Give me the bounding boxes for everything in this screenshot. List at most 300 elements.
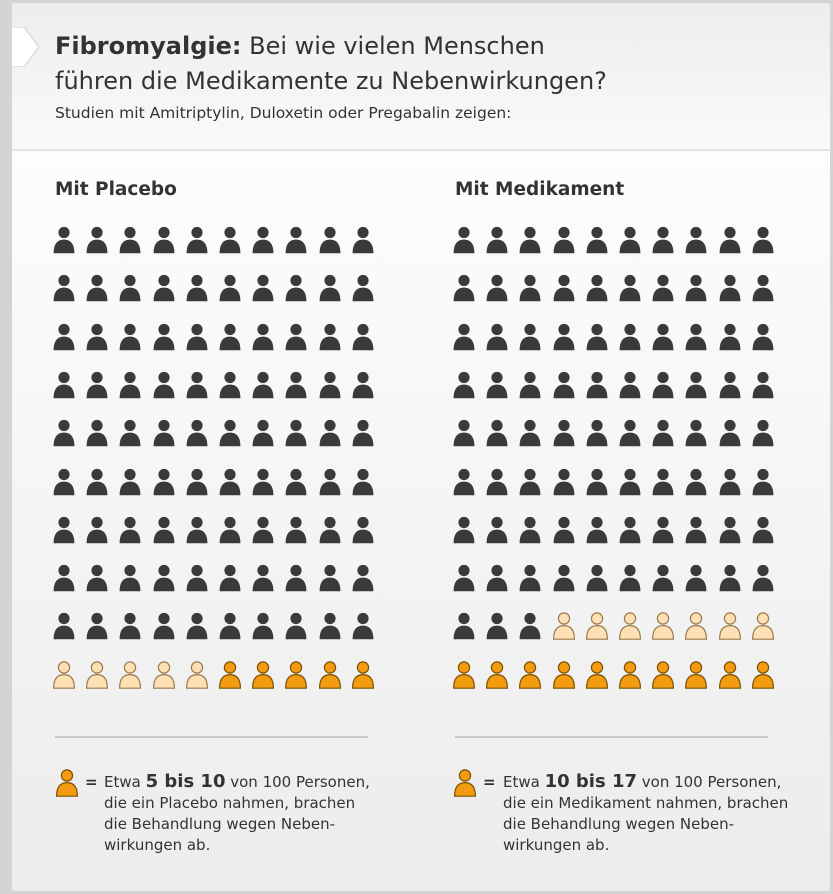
pictogram-person xyxy=(152,467,176,497)
pictogram-person xyxy=(452,515,476,545)
person-icon xyxy=(251,418,275,448)
pictogram-person xyxy=(552,370,576,400)
person-icon xyxy=(618,225,642,255)
person-icon xyxy=(618,370,642,400)
person-icon xyxy=(85,515,109,545)
legend-range-medikament: 10 bis 17 xyxy=(544,771,637,792)
person-possibly-affected-icon xyxy=(751,611,775,641)
pictogram-person xyxy=(118,515,142,545)
person-icon xyxy=(651,563,675,593)
person-icon xyxy=(218,467,242,497)
pictogram-person xyxy=(218,418,242,448)
pictogram-person xyxy=(251,322,275,352)
pictogram-person xyxy=(552,418,576,448)
pictogram-person xyxy=(751,418,775,448)
pictogram-person xyxy=(651,273,675,303)
person-icon xyxy=(718,322,742,352)
person-icon xyxy=(284,370,308,400)
pictogram-person xyxy=(618,418,642,448)
pictogram-person xyxy=(52,418,76,448)
title-question-line2: führen die Medikamente zu Nebenwirkungen? xyxy=(55,67,607,95)
pictogram-person xyxy=(351,322,375,352)
pictogram-person xyxy=(351,611,375,641)
divider-placebo xyxy=(55,736,368,738)
pictogram-person xyxy=(318,515,342,545)
pictogram-person xyxy=(651,611,675,641)
pictogram-person xyxy=(118,225,142,255)
person-icon xyxy=(718,467,742,497)
person-icon xyxy=(152,563,176,593)
person-icon xyxy=(318,273,342,303)
person-icon xyxy=(118,370,142,400)
pictogram-person xyxy=(118,467,142,497)
pictogram-person xyxy=(585,225,609,255)
pictogram-person xyxy=(751,563,775,593)
pictogram-person xyxy=(318,611,342,641)
pictogram-person xyxy=(85,563,109,593)
person-icon xyxy=(251,322,275,352)
person-possibly-affected-icon xyxy=(185,660,209,690)
person-icon xyxy=(251,611,275,641)
person-icon xyxy=(751,370,775,400)
pictogram-person xyxy=(251,225,275,255)
person-icon xyxy=(52,273,76,303)
person-icon xyxy=(751,273,775,303)
person-icon xyxy=(684,467,708,497)
pictogram-person xyxy=(485,515,509,545)
pictogram-person xyxy=(585,660,609,690)
pictogram-person xyxy=(251,563,275,593)
pictogram-person xyxy=(52,225,76,255)
person-icon xyxy=(85,418,109,448)
pictogram-person xyxy=(218,225,242,255)
person-possibly-affected-icon xyxy=(618,611,642,641)
pictogram-person xyxy=(52,563,76,593)
person-icon xyxy=(218,418,242,448)
pictogram-person xyxy=(684,370,708,400)
person-possibly-affected-icon xyxy=(585,611,609,641)
person-icon xyxy=(684,225,708,255)
pictogram-person xyxy=(185,322,209,352)
pictogram-person xyxy=(284,225,308,255)
pictogram-person xyxy=(118,322,142,352)
person-icon xyxy=(552,370,576,400)
pictogram-grid-medikament xyxy=(452,225,782,705)
pictogram-person xyxy=(618,273,642,303)
pictogram-person xyxy=(718,563,742,593)
person-icon xyxy=(52,563,76,593)
person-icon xyxy=(185,467,209,497)
pictogram-grid-placebo xyxy=(52,225,382,705)
pictogram-person xyxy=(152,660,176,690)
pictogram-person xyxy=(85,660,109,690)
person-affected-icon xyxy=(684,660,708,690)
person-icon xyxy=(52,515,76,545)
person-icon xyxy=(718,370,742,400)
pictogram-person xyxy=(284,611,308,641)
person-icon xyxy=(585,273,609,303)
pictogram-person xyxy=(718,322,742,352)
pictogram-person xyxy=(651,563,675,593)
person-icon xyxy=(518,611,542,641)
person-icon xyxy=(318,370,342,400)
pictogram-person xyxy=(284,467,308,497)
pictogram-person xyxy=(251,370,275,400)
pictogram-person xyxy=(718,515,742,545)
pictogram-person xyxy=(518,418,542,448)
person-icon xyxy=(552,467,576,497)
legend-text-medikament xyxy=(503,771,803,856)
person-icon xyxy=(751,418,775,448)
page-title xyxy=(55,29,795,99)
pictogram-person xyxy=(318,467,342,497)
person-icon xyxy=(452,322,476,352)
pictogram-person xyxy=(218,515,242,545)
person-icon xyxy=(85,467,109,497)
person-icon xyxy=(751,225,775,255)
person-icon xyxy=(185,611,209,641)
pictogram-person xyxy=(718,370,742,400)
person-icon xyxy=(185,322,209,352)
person-icon xyxy=(718,563,742,593)
person-icon xyxy=(651,418,675,448)
person-icon xyxy=(185,563,209,593)
pictogram-person xyxy=(118,273,142,303)
person-icon xyxy=(118,418,142,448)
pictogram-person xyxy=(718,273,742,303)
pictogram-person xyxy=(351,563,375,593)
person-affected-icon xyxy=(452,660,476,690)
person-icon xyxy=(351,515,375,545)
person-affected-icon xyxy=(518,660,542,690)
pictogram-person xyxy=(85,273,109,303)
person-icon xyxy=(85,273,109,303)
person-icon xyxy=(52,611,76,641)
person-icon xyxy=(684,322,708,352)
pictogram-person xyxy=(618,515,642,545)
pictogram-person xyxy=(318,322,342,352)
pictogram-person xyxy=(585,418,609,448)
person-icon xyxy=(218,225,242,255)
person-icon xyxy=(751,563,775,593)
pictogram-person xyxy=(85,418,109,448)
person-affected-icon xyxy=(751,660,775,690)
person-icon xyxy=(485,273,509,303)
pictogram-person xyxy=(218,370,242,400)
person-icon xyxy=(452,225,476,255)
person-icon xyxy=(618,273,642,303)
person-icon xyxy=(452,273,476,303)
person-icon xyxy=(284,467,308,497)
legend-icon-placebo xyxy=(55,768,79,802)
legend-equals-medikament: = xyxy=(483,773,496,791)
person-icon xyxy=(751,515,775,545)
person-icon xyxy=(52,370,76,400)
person-icon xyxy=(318,467,342,497)
tab-arrow-icon xyxy=(12,27,39,67)
person-icon xyxy=(218,322,242,352)
pictogram-person xyxy=(684,225,708,255)
person-icon xyxy=(52,467,76,497)
person-possibly-affected-icon xyxy=(684,611,708,641)
person-possibly-affected-icon xyxy=(718,611,742,641)
pictogram-person xyxy=(485,467,509,497)
pictogram-person xyxy=(585,563,609,593)
person-icon xyxy=(118,225,142,255)
person-icon xyxy=(552,225,576,255)
pictogram-person xyxy=(318,273,342,303)
legend-line2: die ein Placebo nahmen, brachen xyxy=(104,794,356,812)
panel-title-medikament: Mit Medikament xyxy=(455,179,625,200)
pictogram-person xyxy=(751,660,775,690)
person-affected-icon xyxy=(718,660,742,690)
person-icon xyxy=(318,225,342,255)
person-icon xyxy=(718,418,742,448)
person-icon xyxy=(118,322,142,352)
person-icon xyxy=(52,322,76,352)
person-icon xyxy=(118,467,142,497)
person-affected-icon xyxy=(351,660,375,690)
pictogram-person xyxy=(485,611,509,641)
legend-range-placebo: 5 bis 10 xyxy=(145,771,226,792)
pictogram-person xyxy=(651,515,675,545)
person-icon xyxy=(218,273,242,303)
pictogram-person xyxy=(684,273,708,303)
legend-line4: wirkungen ab. xyxy=(104,836,211,854)
person-icon xyxy=(718,225,742,255)
pictogram-person xyxy=(218,467,242,497)
pictogram-person xyxy=(585,370,609,400)
person-icon xyxy=(618,418,642,448)
pictogram-person xyxy=(452,418,476,448)
person-icon xyxy=(351,418,375,448)
pictogram-person xyxy=(152,611,176,641)
pictogram-person xyxy=(751,515,775,545)
pictogram-person xyxy=(618,563,642,593)
person-icon xyxy=(52,225,76,255)
pictogram-person xyxy=(318,563,342,593)
legend-line1: von 100 Personen, xyxy=(225,773,370,791)
pictogram-person xyxy=(251,660,275,690)
person-icon xyxy=(684,515,708,545)
person-icon xyxy=(684,273,708,303)
person-icon xyxy=(651,370,675,400)
pictogram-person xyxy=(552,273,576,303)
pictogram-person xyxy=(351,370,375,400)
pictogram-person xyxy=(351,273,375,303)
person-icon xyxy=(85,322,109,352)
legend-line4: wirkungen ab. xyxy=(503,836,610,854)
pictogram-person xyxy=(684,322,708,352)
person-icon xyxy=(552,273,576,303)
pictogram-person xyxy=(118,660,142,690)
pictogram-person xyxy=(452,611,476,641)
person-possibly-affected-icon xyxy=(85,660,109,690)
person-icon xyxy=(152,370,176,400)
pictogram-person xyxy=(284,273,308,303)
person-icon xyxy=(318,418,342,448)
person-icon xyxy=(251,273,275,303)
pictogram-person xyxy=(684,467,708,497)
person-icon xyxy=(618,467,642,497)
person-icon xyxy=(452,611,476,641)
pictogram-person xyxy=(318,225,342,255)
pictogram-person xyxy=(518,225,542,255)
person-possibly-affected-icon xyxy=(152,660,176,690)
legend-text-placebo xyxy=(104,771,404,856)
person-icon xyxy=(518,273,542,303)
pictogram-person xyxy=(185,660,209,690)
pictogram-person xyxy=(552,515,576,545)
pictogram-person xyxy=(618,467,642,497)
pictogram-person xyxy=(518,273,542,303)
person-icon xyxy=(118,515,142,545)
pictogram-person xyxy=(452,273,476,303)
pictogram-person xyxy=(684,418,708,448)
pictogram-person xyxy=(251,515,275,545)
pictogram-person xyxy=(218,322,242,352)
pictogram-person xyxy=(452,467,476,497)
pictogram-person xyxy=(518,370,542,400)
pictogram-person xyxy=(251,611,275,641)
person-icon xyxy=(185,515,209,545)
pictogram-person xyxy=(118,418,142,448)
person-affected-icon xyxy=(618,660,642,690)
person-icon xyxy=(318,611,342,641)
person-affected-icon xyxy=(284,660,308,690)
person-icon xyxy=(85,611,109,641)
person-icon xyxy=(185,370,209,400)
pictogram-person xyxy=(351,467,375,497)
pictogram-person xyxy=(585,611,609,641)
pictogram-person xyxy=(651,418,675,448)
pictogram-person xyxy=(751,467,775,497)
person-icon xyxy=(218,515,242,545)
pictogram-person xyxy=(118,370,142,400)
pictogram-person xyxy=(485,322,509,352)
pictogram-person xyxy=(651,322,675,352)
person-icon xyxy=(651,273,675,303)
person-icon xyxy=(152,467,176,497)
person-possibly-affected-icon xyxy=(552,611,576,641)
pictogram-person xyxy=(651,370,675,400)
person-icon xyxy=(218,563,242,593)
pictogram-person xyxy=(351,515,375,545)
person-possibly-affected-icon xyxy=(52,660,76,690)
pictogram-person xyxy=(351,418,375,448)
person-icon xyxy=(251,370,275,400)
legend-line2: die ein Medikament nahmen, brachen xyxy=(503,794,789,812)
pictogram-person xyxy=(751,611,775,641)
pictogram-person xyxy=(52,273,76,303)
person-icon xyxy=(618,322,642,352)
person-icon xyxy=(351,225,375,255)
person-icon xyxy=(152,273,176,303)
person-icon xyxy=(585,563,609,593)
person-icon xyxy=(518,467,542,497)
legend-person-affected-icon xyxy=(453,768,477,798)
person-icon xyxy=(485,418,509,448)
pictogram-person xyxy=(152,563,176,593)
pictogram-person xyxy=(552,611,576,641)
person-icon xyxy=(485,467,509,497)
person-icon xyxy=(318,563,342,593)
person-icon xyxy=(585,418,609,448)
pictogram-person xyxy=(718,611,742,641)
person-icon xyxy=(152,322,176,352)
person-icon xyxy=(618,563,642,593)
pictogram-person xyxy=(485,660,509,690)
pictogram-person xyxy=(118,611,142,641)
person-icon xyxy=(218,611,242,641)
pictogram-person xyxy=(518,563,542,593)
person-affected-icon xyxy=(585,660,609,690)
person-icon xyxy=(485,611,509,641)
pictogram-person xyxy=(85,225,109,255)
pictogram-person xyxy=(585,273,609,303)
infographic-card xyxy=(12,3,830,891)
person-icon xyxy=(618,515,642,545)
pictogram-person xyxy=(185,418,209,448)
person-icon xyxy=(518,515,542,545)
person-icon xyxy=(351,322,375,352)
person-icon xyxy=(118,563,142,593)
person-icon xyxy=(684,418,708,448)
pictogram-person xyxy=(152,225,176,255)
legend-prefix: Etwa xyxy=(104,773,146,791)
person-icon xyxy=(351,273,375,303)
person-affected-icon xyxy=(318,660,342,690)
person-icon xyxy=(718,515,742,545)
pictogram-person xyxy=(618,225,642,255)
pictogram-person xyxy=(152,370,176,400)
person-icon xyxy=(284,563,308,593)
pictogram-person xyxy=(651,225,675,255)
person-icon xyxy=(485,322,509,352)
pictogram-person xyxy=(485,418,509,448)
person-icon xyxy=(152,515,176,545)
pictogram-person xyxy=(52,322,76,352)
person-icon xyxy=(751,322,775,352)
pictogram-person xyxy=(52,370,76,400)
person-icon xyxy=(452,515,476,545)
panel-title-placebo: Mit Placebo xyxy=(55,179,177,200)
legend-icon-medikament xyxy=(453,768,477,802)
pictogram-person xyxy=(218,660,242,690)
pictogram-person xyxy=(118,563,142,593)
title-topic: Fibromyalgie: xyxy=(55,32,242,60)
person-icon xyxy=(552,563,576,593)
pictogram-person xyxy=(618,370,642,400)
pictogram-person xyxy=(485,563,509,593)
person-icon xyxy=(185,418,209,448)
legend-equals-placebo: = xyxy=(85,773,98,791)
pictogram-person xyxy=(718,225,742,255)
pictogram-person xyxy=(251,273,275,303)
pictogram-person xyxy=(152,418,176,448)
person-icon xyxy=(185,225,209,255)
pictogram-person xyxy=(585,322,609,352)
person-icon xyxy=(351,563,375,593)
person-icon xyxy=(351,467,375,497)
pictogram-person xyxy=(618,660,642,690)
legend-line1: von 100 Personen, xyxy=(637,773,782,791)
pictogram-person xyxy=(185,370,209,400)
person-icon xyxy=(552,515,576,545)
pictogram-person xyxy=(351,660,375,690)
person-icon xyxy=(585,515,609,545)
person-affected-icon xyxy=(251,660,275,690)
